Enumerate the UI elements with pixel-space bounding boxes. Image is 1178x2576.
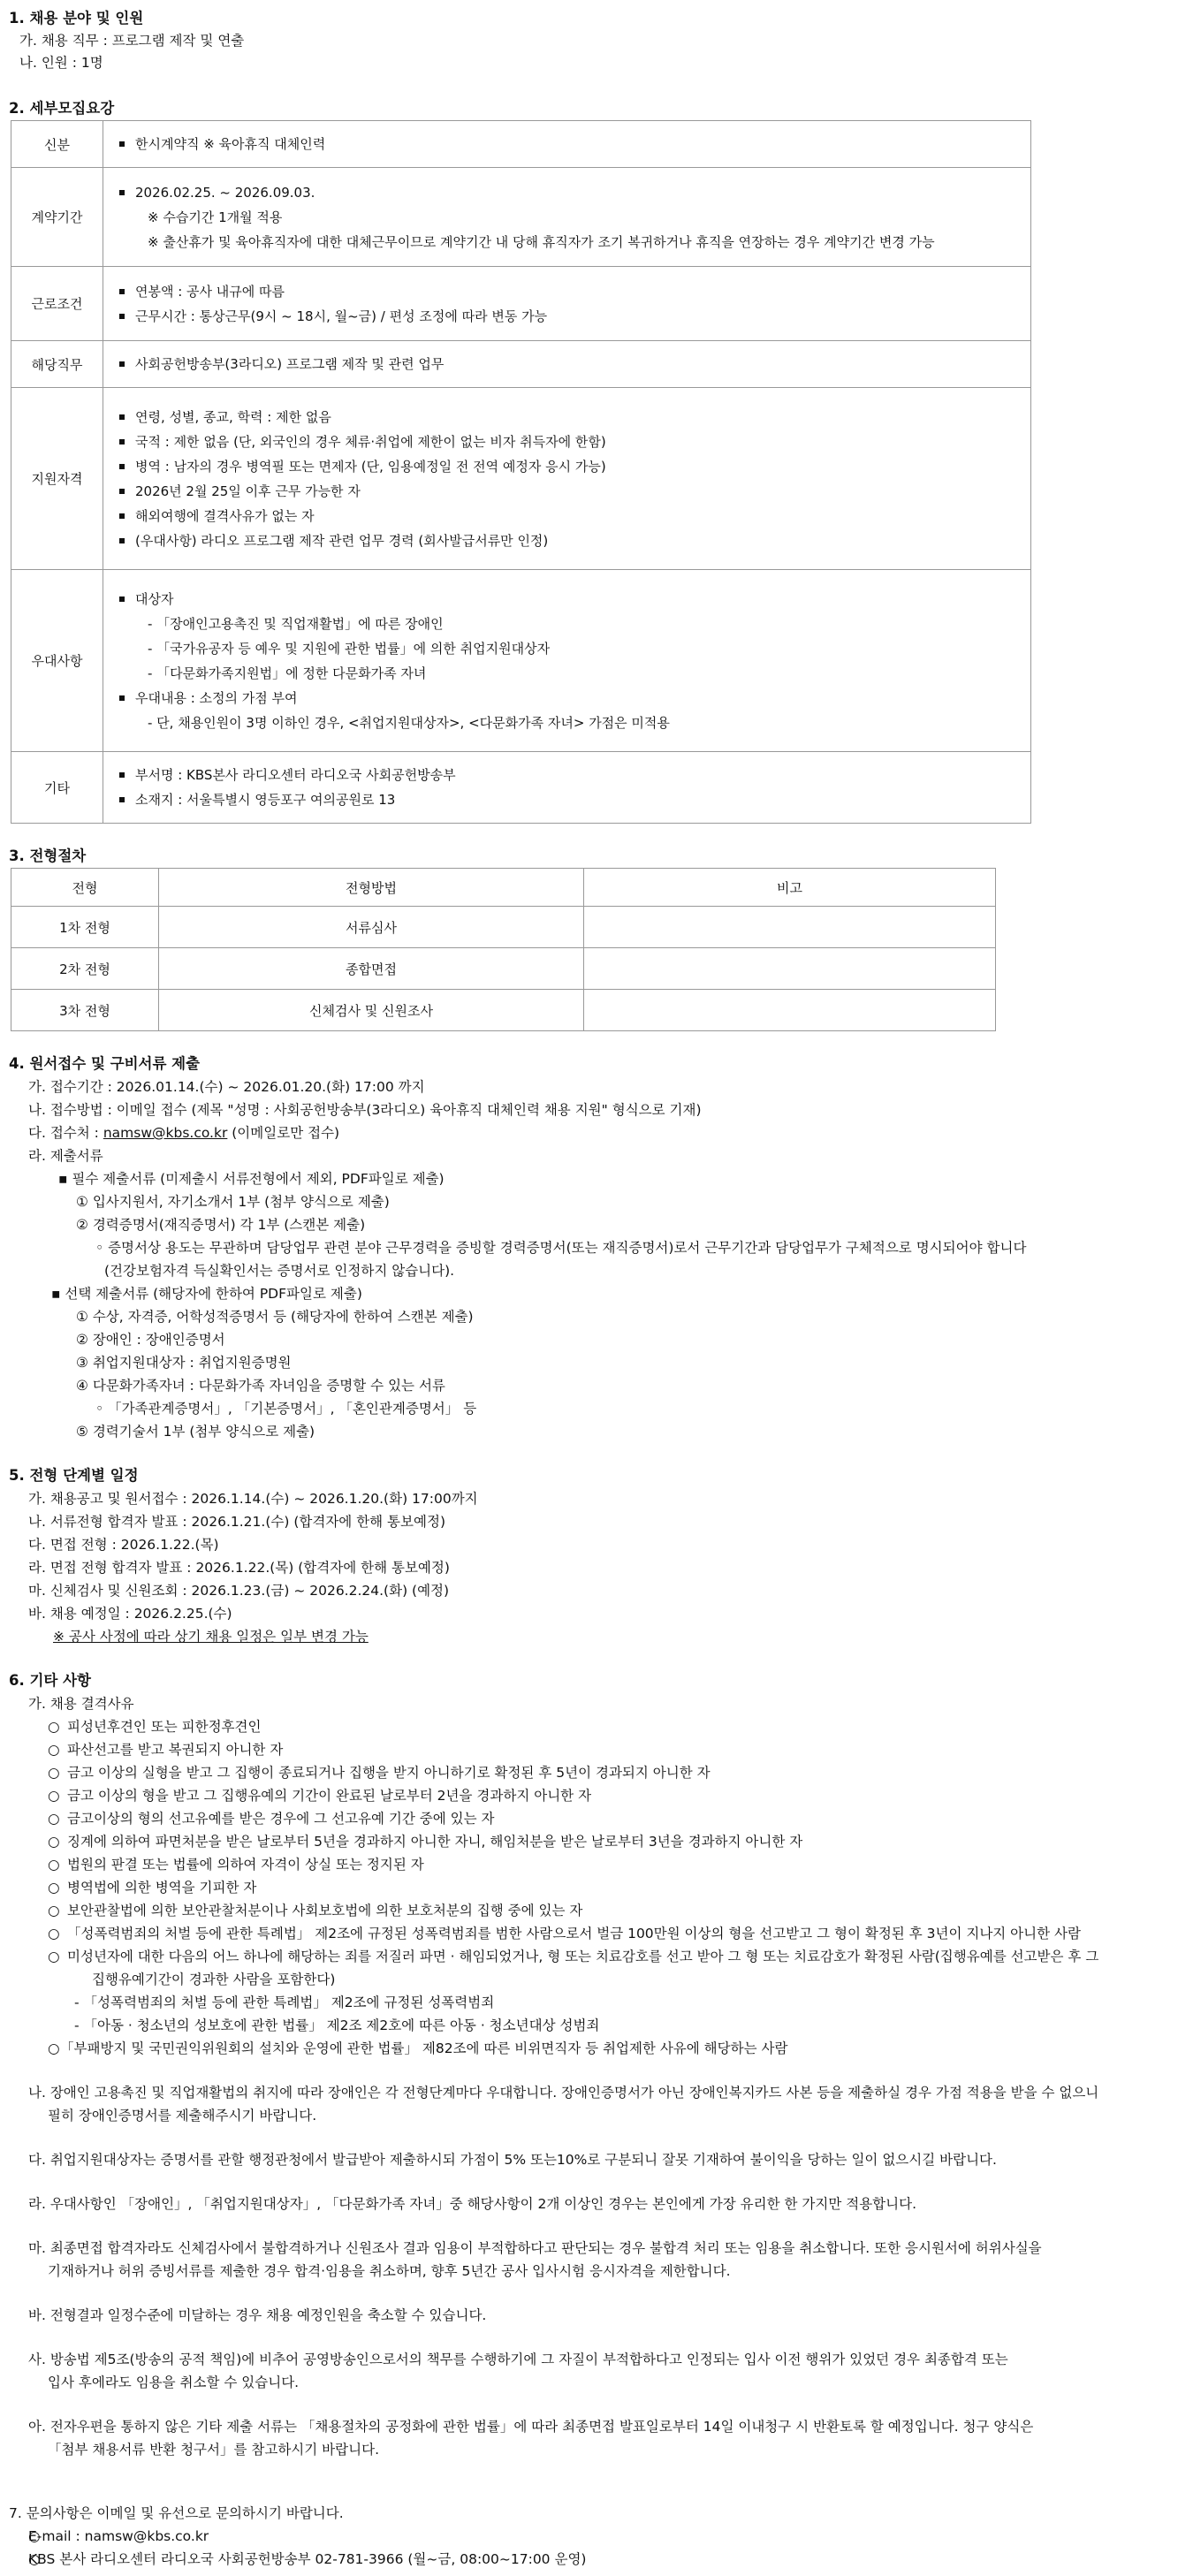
bullet-line: 한시계약직 ※ 육아휴직 대체인력: [116, 132, 1018, 156]
table-row: [11, 570, 1031, 752]
job-duty: 가. 채용 직무 : 프로그램 제작 및 연출: [19, 33, 245, 49]
disqualification-list: ○ 피성년후견인 또는 피한정후견인 ○ 파산선고를 받고 복권되지 아니한 자 ○ 금고 이상의 실형을 받고 그 집행이 종료되거나 집행을 받지 아니하기로 확정된 후 5년이 경과되지 아니한 자 ○ 금고 이상의 형을 받고 그 집행유예의 기간이 완료된 날로부터 2년을 경과하지 아니한 자 ○ 금고이상의 형의 선고유예를 받은 경우에 그 선고유예 기간 중에 있는 자 ○ 징계에 의하여 파면처분을 받은 날로부터 5년을 경과하지 아니한 자니, 해임처분을 받은 날로부터 3년을 경과하지 아니한 자 ○ 법원의 판결 또는 법률에 의하여 자격이 상실 또는 정지된 자 ○ 병역법에 의한 병역을 기피한 자 ○ 보안관찰법에 의한 보안관찰처분이나 사회보호법에 의한 보호처분의 집행 중에 있는 자 ○ 「성폭력범죄의 처벌 등에 관한 특례법」 제2조에 규정된 성폭력범죄를 범한 사람으로서 벌금 100만원 이상의 형을 선고받고 그 형이 확정된 후 3년이 지나지 아니한 사람 ○ 미성년자에 대한 다음의 어느 하나에 해당하는 죄를 저질러 파면 · 해임되었거나, 형 또는 치료감호를 선고 받아 그 형 또는 치료감호가 확정된 사람(집행유예를 선고받은 후 그 집행유예기간이 경과한 사람을 포함한다) - 「성폭력범죄의 처벌 등에 관한 특례법」 제2조에 규정된 성폭력범죄 - 「아동 · 청소년의 성보호에 관한 법률」 제2조 제2호에 따른 아동 · 청소년대상 성범죄 ○ 「부패방지 및 국민권익위원회의 설치와 운영에 관한 법률」 제82조에 따른 비위면직자 등 취업제한 사유에 해당하는 사람: [9, 1715, 1169, 2060]
row-content: [103, 121, 1031, 168]
list-item: ○ 병역법에 의한 병역을 기피한 자: [28, 1876, 1169, 1899]
section-7: [9, 2502, 1169, 2571]
column-header: 비고: [584, 869, 996, 907]
list-item: ○ 보안관찰법에 의한 보안관찰처분이나 사회보호법에 의한 보호처분의 집행 중에 있는 자: [28, 1899, 1169, 1922]
list-item: ○ 파산선고를 받고 복권되지 아니한 자: [28, 1738, 1169, 1761]
section-title: 1. 채용 분야 및 인원: [9, 10, 144, 27]
row-content: 대상자 - 「장애인고용촉진 및 직업재활법」에 따른 장애인 - 「국가유공자 등 예우 및 지원에 관한 법률」에 의한 취업지원대상자 - 「다문화가족지원법」에 정한 다문화가족 자녀 우대내용 : 소정의 가점 부여 - 단, 채용인원이 3명 이하인 경우, <취업지원대상자>, <다문화가족 자녀> 가점은 미적용: [103, 570, 1031, 752]
table-row: [11, 168, 1031, 267]
section-4: 4. 원서접수 및 구비서류 제출 가. 접수기간 : 2026.01.14.(수) ~ 2026.01.20.(화) 17:00 까지 나. 접수방법 : 이메일 접수 (제목 "성명 : 사회공헌방송부(3라디오) 육아휴직 대체인력 채용 지원" 형식으로 기재) 다. 접수처 : namsw@kbs.co.kr (이메일로만 접수) 라. 제출서류 ▪ 필수 제출서류 (미제출시 서류전형에서 제외, PDF파일로 제출) ① 입사지원서, 자기소개서 1부 (첨부 양식으로 제출) ② 경력증명서(재직증명서) 각 1부 (스캔본 제출) ◦ 증명서상 용도는 무관하며 담당업무 관련 분야 근무경력을 증빙할 경력증명서(또는 재직증명서)로서 근무기간과 담당업무가 구체적으로 명시되어야 합니다 (건강보험자격 득실확인서는 증명서로 인정하지 않습니다). ▪ 선택 제출서류 (해당자에 한하여 PDF파일로 제출) ① 수상, 자격증, 어학성적증명서 등 (해당자에 한하여 스캔본 제출) ② 장애인 : 장애인증명서 ③ 취업지원대상자 : 취업지원증명원 ④ 다문화가족자녀 : 다문화가족 자녀임을 증명할 수 있는 서류 ◦ 「가족관계증명서」, 「기본증명서」, 「혼인관계증명서」 등 ⑤ 경력기술서 1부 (첨부 양식으로 제출): [9, 1052, 1169, 1443]
list-item: ○ 피성년후견인 또는 피한정후견인: [28, 1715, 1169, 1738]
row-content: 2026.02.25. ~ 2026.09.03. ※ 수습기간 1개월 적용 ※ 출산휴가 및 육아휴직자에 대한 대체근무이므로 계약기간 내 당해 휴직자가 조기 복귀하거나 휴직을 연장하는 경우 계약기간 변경 가능: [103, 168, 1031, 267]
row-label: 우대사항: [11, 570, 103, 752]
schedule-note: ※ 공사 사정에 따라 상기 채용 일정은 일부 변경 가능: [53, 1629, 369, 1645]
row-label: 근로조건: [11, 267, 103, 341]
email-link[interactable]: namsw@kbs.co.kr: [103, 1125, 228, 1141]
list-item: ○ 미성년자에 대한 다음의 어느 하나에 해당하는 죄를 저질러 파면 · 해임되었거나, 형 또는 치료감호를 선고 받아 그 형 또는 치료감호가 확정된 사람(집행유예를 선고받은 후 그: [28, 1945, 1169, 1968]
row-label: 기타: [11, 752, 103, 824]
row-content: 부서명 : KBS본사 라디오센터 라디오국 사회공헌방송부 소재지 : 서울특별시 영등포구 여의공원로 13: [103, 752, 1031, 824]
list-item: ○ 법원의 판결 또는 법률에 의하여 자격이 상실 또는 정지된 자: [28, 1853, 1169, 1876]
row-content: 연령, 성별, 종교, 학력 : 제한 없음 국적 : 제한 없음 (단, 외국인의 경우 체류·취업에 제한이 없는 비자 취득자에 한함) 병역 : 남자의 경우 병역필 또는 면제자 (단, 임용예정일 전 전역 예정자 응시 가능) 2026년 2월 25일 이후 근무 가능한 자 해외여행에 결격사유가 없는 자 (우대사항) 라디오 프로그램 제작 관련 업무 경력 (회사발급서류만 인정): [103, 388, 1031, 570]
table-row: [11, 121, 1031, 168]
requirements-table: [11, 120, 1031, 824]
section-5: 5. 전형 단계별 일정 가. 채용공고 및 원서접수 : 2026.1.14.(수) ~ 2026.1.20.(화) 17:00까지 나. 서류전형 합격자 발표 : 2026.1.21.(수) (합격자에 한해 통보예정) 다. 면접 전형 : 2026.1.22.(목) 라. 면접 전형 합격자 발표 : 2026.1.22.(목) (합격자에 한해 통보예정) 마. 신체검사 및 신원조회 : 2026.1.23.(금) ~ 2026.2.24.(화) (예정) 바. 채용 예정일 : 2026.2.25.(수) ※ 공사 사정에 따라 상기 채용 일정은 일부 변경 가능: [9, 1464, 1169, 1648]
contact-email: ○ E-mail : namsw@kbs.co.kr: [9, 2525, 1169, 2548]
list-item: ○ 금고 이상의 실형을 받고 그 집행이 종료되거나 집행을 받지 아니하기로 확정된 후 5년이 경과되지 아니한 자: [28, 1761, 1169, 1784]
row-content: 연봉액 : 공사 내규에 따름 근무시간 : 통상근무(9시 ~ 18시, 월~금) / 편성 조정에 따라 변동 가능: [103, 267, 1031, 341]
column-header: 전형방법: [159, 869, 584, 907]
section-title: 6. 기타 사항: [9, 1672, 91, 1689]
table-row: [11, 752, 1031, 824]
table-row: 3차 전형 신체검사 및 신원조사: [11, 990, 996, 1031]
list-item: ○ 「성폭력범죄의 처벌 등에 관한 특례법」 제2조에 규정된 성폭력범죄를 범한 사람으로서 벌금 100만원 이상의 형을 선고받고 그 형이 확정된 후 3년이 지나지 아니한 사람: [28, 1922, 1169, 1945]
section-6: 6. 기타 사항 가. 채용 결격사유 ○ 피성년후견인 또는 피한정후견인 ○ 파산선고를 받고 복권되지 아니한 자 ○ 금고 이상의 실형을 받고 그 집행이 종료되거나 집행을 받지 아니하기로 확정된 후 5년이 경과되지 아니한 자 ○ 금고 이상의 형을 받고 그 집행유예의 기간이 완료된 날로부터 2년을 경과하지 아니한 자 ○ 금고이상의 형의 선고유예를 받은 경우에 그 선고유예 기간 중에 있는 자 ○ 징계에 의하여 파면처분을 받은 날로부터 5년을 경과하지 아니한 자니, 해임처분을 받은 날로부터 3년을 경과하지 아니한 자 ○ 법원의 판결 또는 법률에 의하여 자격이 상실 또는 정지된 자 ○ 병역법에 의한 병역을 기피한 자 ○ 보안관찰법에 의한 보안관찰처분이나 사회보호법에 의한 보호처분의 집행 중에 있는 자 ○ 「성폭력범죄의 처벌 등에 관한 특례법」 제2조에 규정된 성폭력범죄를 범한 사람으로서 벌금 100만원 이상의 형을 선고받고 그 형이 확정된 후 3년이 지나지 아니한 사람 ○ 미성년자에 대한 다음의 어느 하나에 해당하는 죄를 저질러 파면 · 해임되었거나, 형 또는 치료감호를 선고 받아 그 형 또는 치료감호가 확정된 사람(집행유예를 선고받은 후 그 집행유예기간이 경과한 사람을 포함한다) - 「성폭력범죄의 처벌 등에 관한 특례법」 제2조에 규정된 성폭력범죄 - 「아동 · 청소년의 성보호에 관한 법률」 제2조 제2호에 따른 아동 · 청소년대상 성범죄 ○ 「부패방지 및 국민권익위원회의 설치와 운영에 관한 법률」 제82조에 따른 비위면직자 등 취업제한 사유에 해당하는 사람 나. 장애인 고용촉진 및 직업재활법의 취지에 따라 장애인은 각 전형단계마다 우대합니다. 장애인증명서가 아닌 장애인복지카드 사본 등을 제출하실 경우 가점 적용을 받을 수 없으니 필히 장애인증명서를 제출해주시기 바랍니다. 다. 취업지원대상자는 증명서를 관할 행정관청에서 발급받아 제출하시되 가점이 5% 또는10%로 구분되니 잘못 기재하여 불이익을 당하는 일이 없으시길 바랍니다. 라. 우대사항인 「장애인」, 「취업지원대상자」, 「다문화가족 자녀」중 해당사항이 2개 이상인 경우는 본인에게 가장 유리한 한 가지만 적용합니다. 마. 최종면접 합격자라도 신체검사에서 불합격하거나 신원조사 결과 임용이 부적합하다고 판단되는 경우 불합격 처리 또는 임용을 취소합니다. 또한 응시원서에 허위사실을 기재하거나 허위 증빙서류를 제출한 경우 합격·임용을 취소하며, 향후 5년간 공사 입사시험 응시자격을 제한합니다. 바. 전형결과 일정수준에 미달하는 경우 채용 예정인원을 축소할 수 있습니다. 사. 방송법 제5조(방송의 공적 책임)에 비추어 공영방송인으로서의 책무를 수행하기에 그 자질이 부적합하다고 인정되는 입사 이전 행위가 있었던 경우 최종합격 또는 입사 후에라도 임용을 취소할 수 있습니다. 아. 전자우편을 통하지 않은 기타 제출 서류는 「채용절차의 공정화에 관한 법률」에 따라 최종면접 발표일로부터 14일 이내청구 시 반환토록 할 예정입니다. 청구 양식은 「첨부 채용서류 반환 청구서」를 참고하시기 바랍니다.: [9, 1669, 1169, 2461]
table-row: 1차 전형 서류심사: [11, 907, 996, 948]
table-row: [11, 267, 1031, 341]
list-item: ○ 「부패방지 및 국민권익위원회의 설치와 운영에 관한 법률」 제82조에 따른 비위면직자 등 취업제한 사유에 해당하는 사람: [28, 2037, 1169, 2060]
row-label: 지원자격: [11, 388, 103, 570]
section-3: [9, 845, 1169, 1031]
list-item: ○ 금고이상의 형의 선고유예를 받은 경우에 그 선고유예 기간 중에 있는 자: [28, 1807, 1169, 1830]
section-1: [9, 7, 1169, 74]
section-title: 4. 원서접수 및 구비서류 제출: [9, 1055, 201, 1072]
headcount: 나. 인원 : 1명: [19, 55, 103, 71]
list-item: ○ 징계에 의하여 파면처분을 받은 날로부터 5년을 경과하지 아니한 자니, 해임처분을 받은 날로부터 3년을 경과하지 아니한 자: [28, 1830, 1169, 1853]
column-header: 전형: [11, 869, 159, 907]
section-2: [9, 97, 1169, 824]
contact-phone: ○ KBS 본사 라디오센터 라디오국 사회공헌방송부 02-781-3966 (월~금, 08:00~17:00 운영): [9, 2548, 1169, 2571]
row-label: 계약기간: [11, 168, 103, 267]
table-header-row: [11, 869, 996, 907]
table-row: [11, 388, 1031, 570]
contact-title: 7. 문의사항은 이메일 및 유선으로 문의하시기 바랍니다.: [9, 2505, 344, 2521]
row-content: 사회공헌방송부(3라디오) 프로그램 제작 및 관련 업무: [103, 341, 1031, 388]
selection-process-table: [11, 868, 996, 1031]
table-row: [11, 341, 1031, 388]
row-label: 해당직무: [11, 341, 103, 388]
section-title: 3. 전형절차: [9, 847, 87, 864]
section-title: 2. 세부모집요강: [9, 100, 115, 117]
row-label: 신분: [11, 121, 103, 168]
table-row: 2차 전형 종합면접: [11, 948, 996, 990]
submission-address: 다. 접수처 : namsw@kbs.co.kr (이메일로만 접수): [28, 1125, 340, 1141]
section-title: 5. 전형 단계별 일정: [9, 1467, 139, 1484]
list-item: ○ 금고 이상의 형을 받고 그 집행유예의 기간이 완료된 날로부터 2년을 경과하지 아니한 자: [28, 1784, 1169, 1807]
